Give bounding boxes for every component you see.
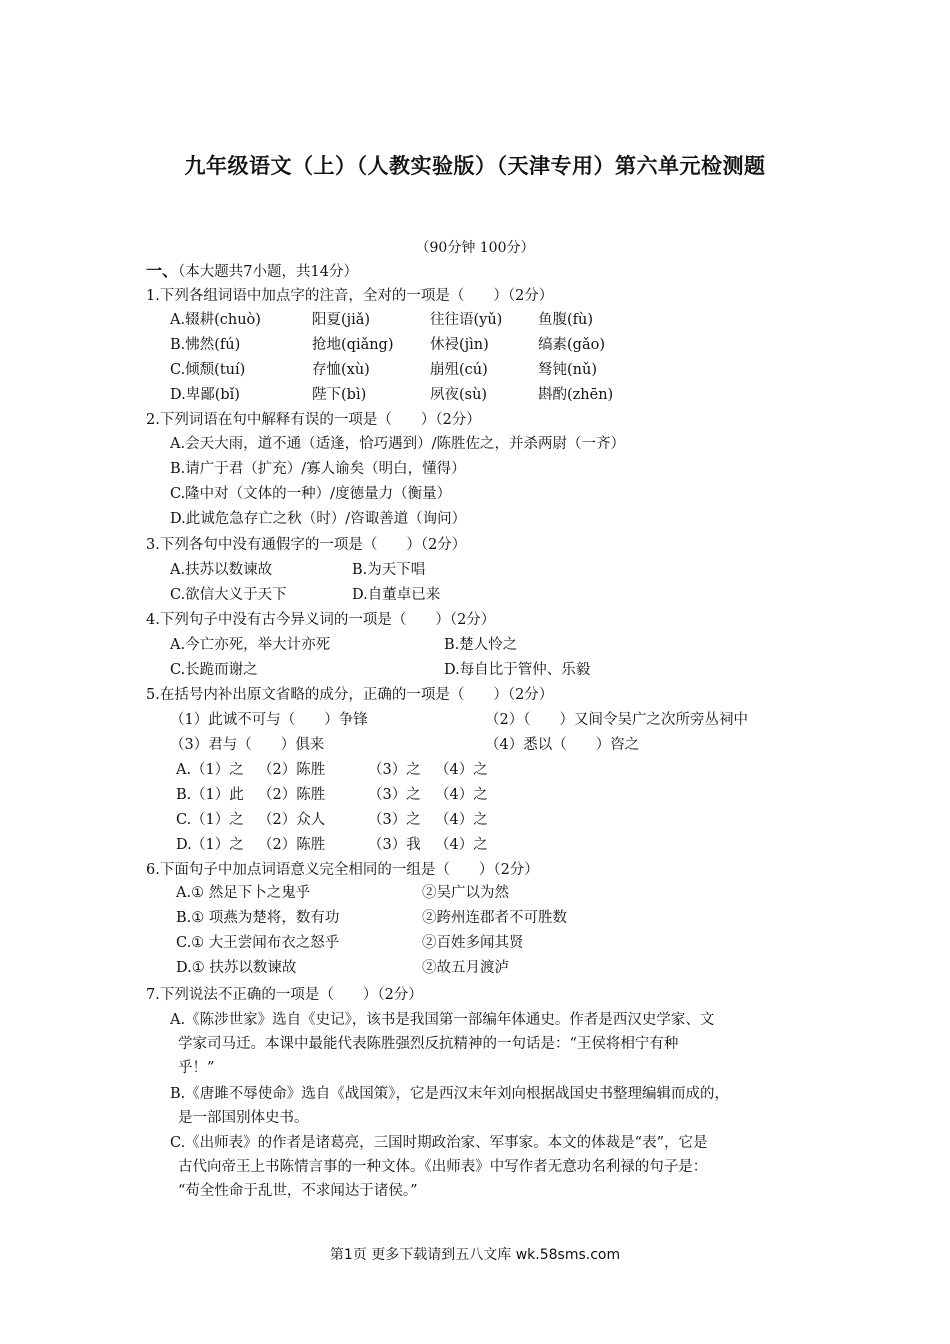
exam-duration-score: （90分钟 100分）	[415, 240, 535, 256]
q5-option-part: （2）众人	[258, 812, 326, 828]
question-7-stem: 7.下列说法不正确的一项是（ ）（2分）	[146, 987, 423, 1003]
q5-sentence: （3）君与（ ）俱来	[170, 737, 325, 753]
q2-option-b: B.请广于君（扩充）/寡人谕矣（明白，懂得）	[170, 461, 466, 477]
q7-option-a-line3: 乎！”	[178, 1060, 215, 1076]
q5-option-part: （4）之	[435, 837, 488, 853]
q1-option: 鱼腹(fù)	[538, 312, 594, 328]
q5-option-part: （1）之	[191, 762, 244, 778]
q7-option-b-line1: B.《唐雎不辱使命》选自《战国策》，它是西汉末年刘向根据战国史书整理编辑而成的，	[170, 1086, 730, 1102]
question-2-stem: 2.下列词语在句中解释有误的一项是（ ）（2分）	[146, 412, 481, 428]
q1-option: 休祲(jìn)	[430, 337, 489, 353]
q5-option-part: （2）陈胜	[258, 787, 326, 803]
question-4-stem: 4.下列句子中没有古今异义词的一项是（ ）（2分）	[146, 612, 496, 628]
q4-option-c: C.长跪而谢之	[170, 662, 258, 678]
q7-option-c-line2: 古代向帝王上书陈情言事的一种文体。《出师表》中写作者无意功名利禄的句子是：	[178, 1159, 708, 1175]
q6-option: ②跨州连郡者不可胜数	[422, 910, 567, 926]
q5-option-part: （4）之	[435, 762, 488, 778]
question-1-stem: 1.下列各组词语中加点字的注音，全对的一项是（ ）（2分）	[146, 288, 554, 304]
q1-option: 抢地(qiǎng)	[312, 337, 394, 353]
q7-option-a-line1: A.《陈涉世家》选自《史记》，该书是我国第一部编年体通史。作者是西汉史学家、文	[170, 1012, 715, 1028]
q1-option: 驽钝(nǔ)	[538, 362, 597, 378]
q2-option-a: A.会天大雨，道不通（适逢，恰巧遇到）/陈胜佐之，并杀两尉（一齐）	[170, 436, 625, 452]
question-6-stem: 6.下面句子中加点词语意义完全相同的一组是（ ）（2分）	[146, 862, 539, 878]
section-description: （本大题共7小题，共14分）	[178, 264, 358, 280]
section-number: 一、	[146, 261, 179, 280]
q7-option-c-line1: C.《出师表》的作者是诸葛亮，三国时期政治家、军事家。本文的体裁是“表”，它是	[170, 1135, 708, 1151]
q5-option-part: （2）陈胜	[258, 762, 326, 778]
q7-option-c-line3: “苟全性命于乱世，不求闻达于诸侯。”	[178, 1183, 418, 1199]
q1-option: B.怫然(fú)	[170, 337, 241, 353]
q6-option: ②故五月渡泸	[422, 960, 509, 976]
q5-option-letter: D.	[176, 837, 192, 853]
q5-option-part: （3）之	[368, 787, 421, 803]
q1-option: 阳夏(jiǎ)	[312, 312, 371, 328]
q6-option: C.① 大王尝闻布衣之怒乎	[176, 935, 340, 951]
q2-option-c: C.隆中对（文体的一种）/度德量力（衡量）	[170, 486, 452, 502]
q7-option-a-line2: 学家司马迁。本课中最能代表陈胜强烈反抗精神的一句话是：“王侯将相宁有种	[178, 1036, 679, 1052]
q3-option-d: D.自董卓已来	[352, 587, 441, 603]
q1-option: 崩殂(cú)	[430, 362, 488, 378]
question-3-stem: 3.下列各句中没有通假字的一项是（ ）（2分）	[146, 537, 467, 553]
q4-option-b: B.楚人怜之	[444, 637, 518, 653]
q1-option: 陛下(bì)	[312, 387, 367, 403]
q6-option: A.① 然足下卜之鬼乎	[176, 885, 311, 901]
q4-option-d: D.每自比于管仲、乐毅	[444, 662, 591, 678]
q6-option: ②吴广以为然	[422, 885, 509, 901]
q5-option-part: （4）之	[435, 787, 488, 803]
q1-option: 斟酌(zhēn)	[538, 387, 614, 403]
q1-option: 往往语(yǔ)	[430, 312, 503, 328]
q5-sentence: （1）此诚不可与（ ）争锋	[170, 712, 368, 728]
question-5-stem: 5.在括号内补出原文省略的成分，正确的一项是（ ）（2分）	[146, 687, 554, 703]
page-title: 九年级语文（上）（人教实验版）（天津专用）第六单元检测题	[184, 154, 766, 178]
q7-option-b-line2: 是一部国别体史书。	[178, 1110, 309, 1126]
section-heading	[146, 261, 358, 282]
q1-option: 夙夜(sù)	[430, 387, 488, 403]
q3-option-a: A.扶苏以数谏故	[170, 562, 273, 578]
q2-option-d: D.此诚危急存亡之秋（时）/咨诹善道（询问）	[170, 511, 467, 527]
q6-option: ②百姓多闻其贤	[422, 935, 524, 951]
q6-option: D.① 扶苏以数谏故	[176, 960, 297, 976]
q5-option-letter: A.	[176, 762, 192, 778]
q5-option-part: （4）之	[435, 812, 488, 828]
q5-option-part: （3）之	[368, 812, 421, 828]
q6-option: B.① 项燕为楚将，数有功	[176, 910, 340, 926]
q5-option-part: （1）之	[191, 812, 244, 828]
q5-option-part: （1）之	[191, 837, 244, 853]
q5-sentence: （4）悉以（ ）咨之	[485, 737, 640, 753]
q3-option-c: C.欲信大义于天下	[170, 587, 287, 603]
q5-option-part: （3）之	[368, 762, 421, 778]
q4-option-a: A.今亡亦死，举大计亦死	[170, 637, 331, 653]
q3-option-b: B.为天下唱	[352, 562, 426, 578]
q5-option-letter: B.	[176, 787, 192, 803]
q1-option: 存恤(xù)	[312, 362, 370, 378]
q5-option-part: （2）陈胜	[258, 837, 326, 853]
q5-option-letter: C.	[176, 812, 192, 828]
q1-option: 缟素(gǎo)	[538, 337, 605, 353]
q5-option-part: （3）我	[368, 837, 421, 853]
q5-sentence: （2）（ ）又间令吴广之次所旁丛祠中	[485, 712, 748, 728]
q1-option: A.辍耕(chuò)	[170, 312, 261, 328]
q1-option: D.卑鄙(bǐ)	[170, 387, 240, 403]
page-footer: 第1页 更多下载请到五八文库 wk.58sms.com	[329, 1247, 621, 1263]
q5-option-part: （1）此	[191, 787, 244, 803]
q1-option: C.倾颓(tuí)	[170, 362, 246, 378]
